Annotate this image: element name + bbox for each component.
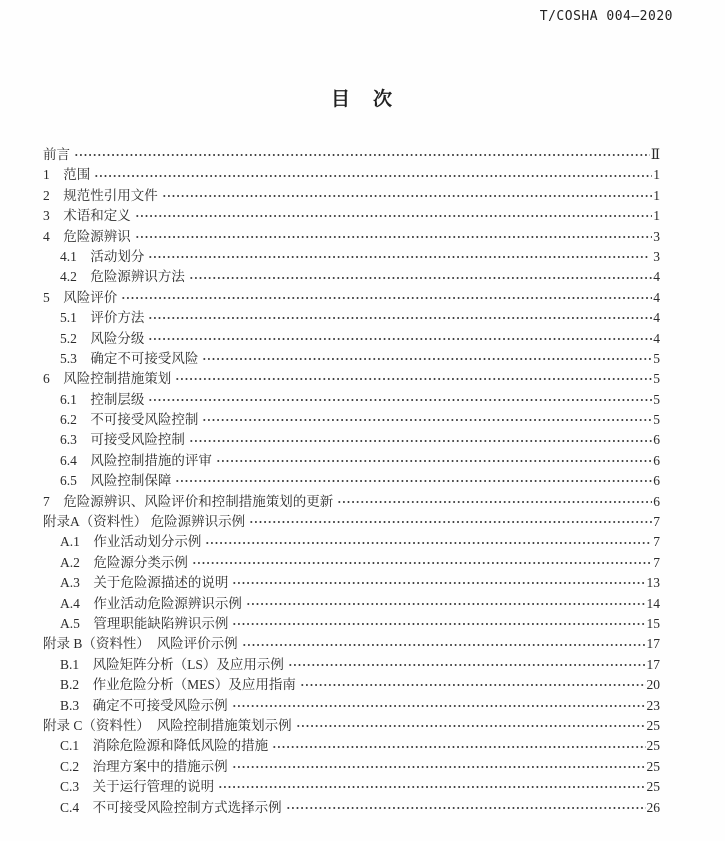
dot-leader xyxy=(242,638,646,652)
toc-entry xyxy=(43,532,660,552)
dot-leader xyxy=(189,271,652,285)
toc-entry-text: B.1 风险矩阵分析（LS）及应用示例 xyxy=(60,656,284,672)
toc-entry-text: 1 范围 xyxy=(43,167,91,183)
toc-entry-text: A.2 危险源分类示例 xyxy=(60,554,188,570)
toc-entry xyxy=(43,512,660,532)
toc-entry-page: 7 xyxy=(653,554,660,570)
toc-entry-page: 1 xyxy=(653,167,660,183)
toc-entry xyxy=(43,165,660,185)
toc-entry-text: A.5 管理职能缺陷辨识示例 xyxy=(60,615,229,631)
toc-entry-page: 25 xyxy=(646,779,660,795)
dot-leader xyxy=(246,597,646,611)
toc-entry-page: 7 xyxy=(653,514,660,530)
toc-entry-text: 6.5 风险控制保障 xyxy=(60,473,172,489)
toc-entry xyxy=(43,757,660,777)
toc-entry-text: C.2 治理方案中的措施示例 xyxy=(60,758,228,774)
toc-entry-text: 附录 B（资料性） 风险评价示例 xyxy=(43,636,238,652)
toc-entry-text: 2 规范性引用文件 xyxy=(43,187,158,203)
dot-leader xyxy=(296,719,646,733)
toc-entry xyxy=(43,145,660,165)
toc-entry xyxy=(43,675,660,695)
toc-entry-page: 1 xyxy=(653,187,660,203)
toc-entry-page: 20 xyxy=(646,677,660,693)
toc-entry xyxy=(43,492,660,512)
toc-entry-page: 6 xyxy=(653,452,660,468)
toc-entry xyxy=(43,614,660,634)
toc-entry-page: 17 xyxy=(646,636,660,652)
toc-entry-text: 6.4 风险控制措施的评审 xyxy=(60,452,212,468)
dot-leader xyxy=(232,617,645,631)
dot-leader xyxy=(94,169,652,183)
dot-leader xyxy=(202,413,652,427)
toc-entry-text: 7 危险源辨识、风险评价和控制措施策划的更新 xyxy=(43,493,334,509)
toc-entry-text: 附录 C（资料性） 风险控制措施策划示例 xyxy=(43,717,292,733)
toc-entry xyxy=(43,553,660,573)
toc-entry-page: 4 xyxy=(653,289,660,305)
toc-entry-page: 3 xyxy=(649,248,660,264)
toc-entry-text: C.4 不可接受风险控制方式选择示例 xyxy=(60,799,282,815)
dot-leader xyxy=(175,372,652,386)
toc-entry xyxy=(43,186,660,206)
dot-leader xyxy=(249,515,652,529)
toc-entry-page: 14 xyxy=(646,595,660,611)
toc-entry xyxy=(43,777,660,797)
dot-leader xyxy=(121,291,652,305)
toc-list xyxy=(43,145,660,818)
toc-entry xyxy=(43,471,660,491)
dot-leader xyxy=(135,209,653,223)
dot-leader xyxy=(148,311,652,325)
toc-entry xyxy=(43,206,660,226)
toc-entry-page: 26 xyxy=(646,799,660,815)
toc-entry-text: 前言 xyxy=(43,147,70,162)
dot-leader xyxy=(135,230,653,244)
toc-entry xyxy=(43,798,660,818)
toc-entry-text: C.3 关于运行管理的说明 xyxy=(60,779,215,795)
dot-leader xyxy=(162,189,653,203)
toc-entry-page: 7 xyxy=(653,534,660,550)
dot-leader xyxy=(148,250,649,264)
toc-entry-text: 6.2 不可接受风险控制 xyxy=(60,412,199,428)
toc-entry-text: B.2 作业危险分析（MES）及应用指南 xyxy=(60,677,296,693)
toc-entry-page: 15 xyxy=(646,615,660,631)
dot-leader xyxy=(148,332,652,346)
toc-entry-text: A.3 关于危险源描述的说明 xyxy=(60,575,229,591)
toc-entry-page: 6 xyxy=(653,493,660,509)
toc-entry-text: A.4 作业活动危险源辨识示例 xyxy=(60,595,242,611)
toc-entry-page: 25 xyxy=(646,758,660,774)
toc-entry xyxy=(43,329,660,349)
dot-leader xyxy=(288,658,646,672)
toc-entry-page: 25 xyxy=(646,717,660,733)
toc-entry-text: B.3 确定不可接受风险示例 xyxy=(60,697,228,713)
dot-leader xyxy=(300,678,646,692)
dot-leader xyxy=(202,352,652,366)
toc-entry-page: 6 xyxy=(653,432,660,448)
toc-entry-text: C.1 消除危险源和降低风险的措施 xyxy=(60,738,269,754)
toc-entry-page: 4 xyxy=(653,330,660,346)
toc-entry xyxy=(43,430,660,450)
toc-entry-page: 17 xyxy=(646,656,660,672)
toc-entry xyxy=(43,634,660,654)
toc-entry-text: 4 危险源辨识 xyxy=(43,228,131,244)
toc-entry-page: 4 xyxy=(653,310,660,326)
dot-leader xyxy=(272,740,645,754)
toc-entry-page: Ⅱ xyxy=(650,147,660,162)
dot-leader xyxy=(218,780,645,794)
toc-entry-page: 5 xyxy=(653,391,660,407)
toc-entry-text: A.1 作业活动划分示例 xyxy=(60,534,202,550)
toc-entry-text: 5.2 风险分级 xyxy=(60,330,145,346)
dot-leader xyxy=(74,148,650,162)
toc-entry xyxy=(43,736,660,756)
toc-entry xyxy=(43,655,660,675)
dot-leader xyxy=(232,760,646,774)
toc-entry xyxy=(43,451,660,471)
standard-number: T/COSHA 004—2020 xyxy=(539,9,673,24)
toc-entry-text: 5.3 确定不可接受风险 xyxy=(60,350,199,366)
dot-leader xyxy=(232,576,645,590)
toc-entry-text: 5.1 评价方法 xyxy=(60,310,145,326)
dot-leader xyxy=(337,495,652,509)
toc-entry-page: 4 xyxy=(653,269,660,285)
toc-entry-page: 5 xyxy=(653,371,660,387)
toc-entry-text: 6.1 控制层级 xyxy=(60,391,145,407)
toc-entry xyxy=(43,594,660,614)
toc-entry-page: 25 xyxy=(646,738,660,754)
toc-entry-text: 3 术语和定义 xyxy=(43,208,131,224)
toc-entry-text: 4.2 危险源辨识方法 xyxy=(60,269,185,285)
toc-entry-page: 13 xyxy=(646,575,660,591)
toc-entry xyxy=(43,267,660,287)
toc-entry-page: 3 xyxy=(653,228,660,244)
toc-entry-text: 6 风险控制措施策划 xyxy=(43,371,172,387)
toc-entry xyxy=(43,696,660,716)
toc-entry-text: 5 风险评价 xyxy=(43,289,118,305)
toc-entry xyxy=(43,716,660,736)
dot-leader xyxy=(286,801,646,815)
toc-entry xyxy=(43,349,660,369)
dot-leader xyxy=(216,454,652,468)
toc-entry xyxy=(43,227,660,247)
toc-entry xyxy=(43,410,660,430)
toc-entry-page: 23 xyxy=(646,697,660,713)
toc-entry-text: 附录A（资料性） 危险源辨识示例 xyxy=(43,514,246,530)
dot-leader xyxy=(189,434,652,448)
toc-entry-page: 1 xyxy=(653,208,660,224)
dot-leader xyxy=(232,699,646,713)
toc-entry xyxy=(43,247,660,267)
toc-entry xyxy=(43,308,660,328)
toc-entry-page: 6 xyxy=(653,473,660,489)
dot-leader xyxy=(192,556,652,570)
dot-leader xyxy=(148,393,652,407)
toc-entry-text: 4.1 活动划分 xyxy=(60,248,145,264)
toc-entry-text: 6.3 可接受风险控制 xyxy=(60,432,185,448)
toc-entry xyxy=(43,390,660,410)
toc-entry-page: 5 xyxy=(653,412,660,428)
toc-entry xyxy=(43,369,660,389)
dot-leader xyxy=(175,474,652,488)
toc-entry xyxy=(43,573,660,593)
page-title: 目 次 xyxy=(330,89,394,110)
toc-entry xyxy=(43,288,660,308)
dot-leader xyxy=(205,536,652,550)
toc-entry-page: 5 xyxy=(653,350,660,366)
